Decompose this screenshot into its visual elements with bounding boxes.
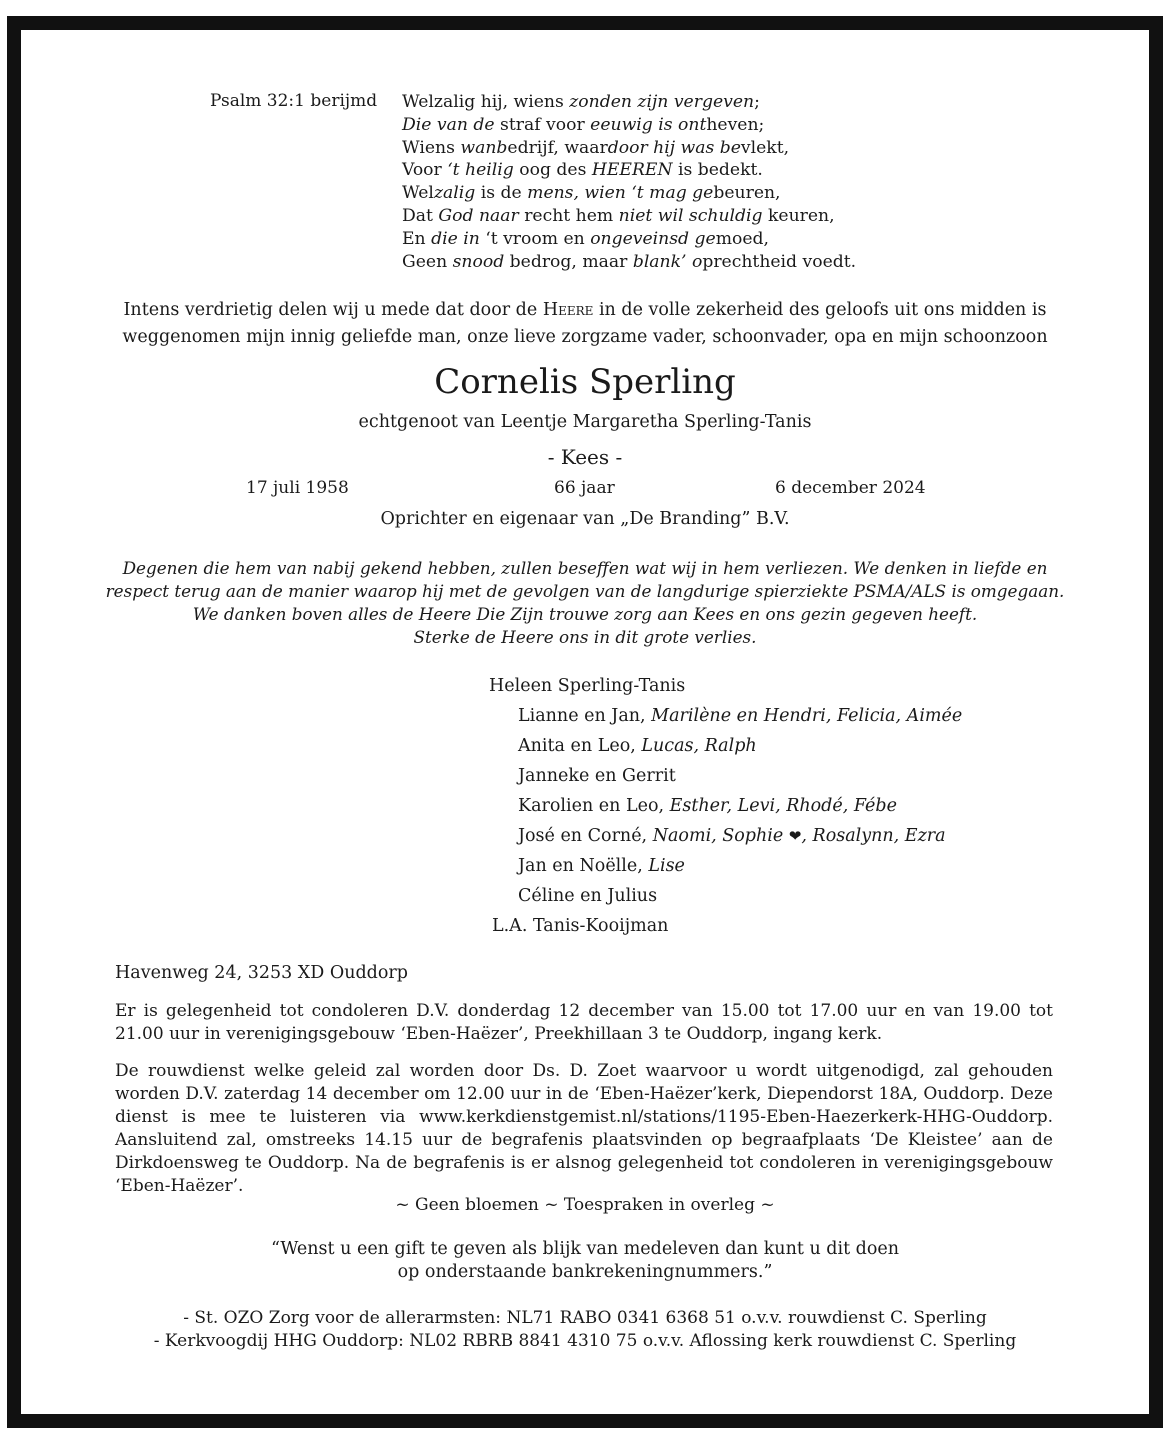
psalm-segment: En [402,228,432,249]
bank-account-line: - Kerkvoogdij HHG Ouddorp: NL02 RBRB 8841 4310 75 o.v.v. Aflossing kerk rouwdienst C. Sperling [153,1331,1017,1351]
family-row [518,796,897,816]
family-row [518,766,676,786]
family-row [518,856,685,876]
psalm-line [402,251,856,274]
death-date: 6 december 2024 [775,478,926,498]
psalm-line [402,114,856,137]
psalm-verse [402,91,856,273]
announcement-intro [0,297,1170,351]
tribute-line: Degenen die hem van nabij gekend hebben, zullen beseffen wat wij in hem verliezen. We denken in liefde en [122,558,1048,578]
announcement-line-2: weggenomen mijn innig geliefde man, onze lieve zorgzame vader, schoonvader, opa en mijn schoonzoon [122,327,1048,347]
psalm-line [402,137,856,160]
psalm-segment: ‘t heilig [447,160,514,181]
psalm-segment: door hij was be [607,137,741,158]
service-paragraph: De rouwdienst welke geleid zal worden door Ds. D. Zoet waarvoor u wordt uitgenodigd, zal gehouden worden D.V. zaterdag 14 december om 12.00 uur in de ‘Eben-Haëzer’kerk, Diependorst 18A, Ouddorp. Deze dienst is mee te luisteren via www.kerkdienstgemist.nl/stations/1195-Eben-Haezerkerk-HHG-Ouddorp. Aansluitend zal, omstreeks 14.15 uur de begrafenis plaatsvinden op begraafplaats ‘De Kleistee’ aan de Dirkdoensweg te Ouddorp. Na de begrafenis is er alsnog gelegenheid tot condoleren in verenigingsgebouw ‘Eben-Haëzer’. [115,1061,1053,1196]
bank-account-line: - St. OZO Zorg voor de allerarmsten: NL71 RABO 0341 6368 51 o.v.v. rouwdienst C. Sperling [183,1308,987,1328]
birth-date: 17 juli 1958 [246,478,349,498]
psalm-segment: recht hem [518,205,619,226]
gift-line: op onderstaande bankrekeningnummers.” [397,1262,773,1282]
psalm-segment: zonden zijn vergeven [569,92,755,112]
psalm-segment: Geen [402,251,453,272]
psalm-segment: die in [431,228,480,249]
couple-names: Céline en Julius [518,886,658,906]
psalm-segment: ongeveinsd ge [590,228,716,249]
mother-in-law-name: L.A. Tanis-Kooijman [492,916,669,936]
family-row [518,706,962,726]
condolence-paragraph: Er is gelegenheid tot condoleren D.V. donderdag 12 december van 15.00 tot 17.00 uur en van 19.00 tot 21.00 uur in verenigingsgebouw ‘Eben-Haëzer’, Preekhillaan 3 te Ouddorp, ingang kerk. [115,1001,1053,1044]
announcement-line-1 [0,297,1170,324]
psalm-line [402,182,856,205]
psalm-segment: niet wil schuldig [618,205,763,226]
psalm-segment: prechtheid voedt. [702,251,857,272]
bank-accounts [0,1307,1170,1353]
grandchildren-names: Lucas, Ralph [641,736,757,756]
psalm-segment: Wel [402,183,434,204]
psalm-segment: is de [475,183,528,204]
grandchildren-names-after: , Rosalynn, Ezra [801,826,946,846]
tribute-text [0,557,1170,649]
nickname: - Kees - [547,445,623,469]
no-flowers-notice: ~ Geen bloemen ~ Toespraken in overleg ~ [395,1195,775,1215]
age: 66 jaar [554,478,615,498]
psalm-segment: Welzalig hij, wiens [402,92,570,112]
psalm-segment: moed, [715,228,769,249]
psalm-segment: eeuwig is ont [590,114,707,135]
heart-icon: ❤ [788,827,802,845]
psalm-segment: mens, wien ‘t mag ge [527,183,714,204]
psalm-segment: snood [452,251,505,272]
psalm-segment: vlekt, [740,137,790,158]
psalm-segment: wanb [460,137,508,158]
intro-text-b: in de volle zekerheid des geloofs uit ons midden is [593,300,1047,320]
psalm-segment: is bedekt. [672,160,763,181]
intro-heere: Heere [542,300,594,320]
psalm-segment: Die van de [402,114,495,135]
grandchildren-names: Esther, Levi, Rhodé, Fébe [669,796,897,816]
psalm-segment: edrijf, waar [507,137,608,158]
psalm-reference: Psalm 32:1 berijmd [210,91,378,111]
psalm-line [402,91,856,114]
psalm-segment: Dat [402,205,439,226]
couple-names: Lianne en Jan, [518,706,652,726]
psalm-segment: keuren, [762,205,835,226]
family-row [518,826,946,846]
tribute-line: Sterke de Heere ons in dit grote verlies. [413,627,757,647]
couple-names: Karolien en Leo, [518,796,670,816]
grandchildren-names: Lise [648,856,685,876]
couple-names: Jan en Noëlle, [518,856,649,876]
psalm-segment: heven; [706,114,765,135]
psalm-segment: beuren, [713,183,781,204]
couple-names: Janneke en Gerrit [518,766,676,786]
psalm-segment: ; [754,92,760,112]
psalm-segment: zalig [433,183,476,204]
occupation: Oprichter en eigenaar van „De Branding” B.V. [380,509,790,529]
family-row [518,886,657,906]
deceased-name: Cornelis Sperling [434,362,736,402]
tribute-line: We danken boven alles de Heere Die Zijn trouwe zorg aan Kees en ons gezin gegeven heeft. [192,604,978,624]
spouse-line: echtgenoot van Leentje Margaretha Sperling-Tanis [358,412,812,432]
psalm-segment: oog des [513,160,592,181]
intro-text-a: Intens verdrietig delen wij u mede dat door de [123,300,543,320]
psalm-segment: blank’ o [632,251,703,272]
psalm-line [402,205,856,228]
psalm-segment: bedrog, maar [504,251,633,272]
psalm-segment: Voor [402,160,448,181]
psalm-line [402,159,856,182]
psalm-segment: straf voor [494,114,591,135]
couple-names: José en Corné, [518,826,653,846]
psalm-line [402,228,856,251]
home-address: Havenweg 24, 3253 XD Ouddorp [115,963,408,983]
family-row [518,736,757,756]
tribute-line: respect terug aan de manier waarop hij met de gevolgen van de langdurige spierziekte PSMA/ALS is omgegaan. [105,581,1065,601]
widow-name: Heleen Sperling-Tanis [489,676,686,696]
grandchildren-names: Marilène en Hendri, Felicia, Aimée [651,706,963,726]
psalm-segment: HEEREN [591,160,673,181]
gift-line: “Wenst u een gift te geven als blijk van medeleven dan kunt u dit doen [270,1239,900,1259]
grandchildren-names: Naomi, Sophie [652,826,784,846]
psalm-segment: God naar [438,205,519,226]
psalm-segment: Wiens [402,137,461,158]
couple-names: Anita en Leo, [518,736,642,756]
psalm-segment: ‘t vroom en [479,228,591,249]
gift-request [0,1238,1170,1284]
